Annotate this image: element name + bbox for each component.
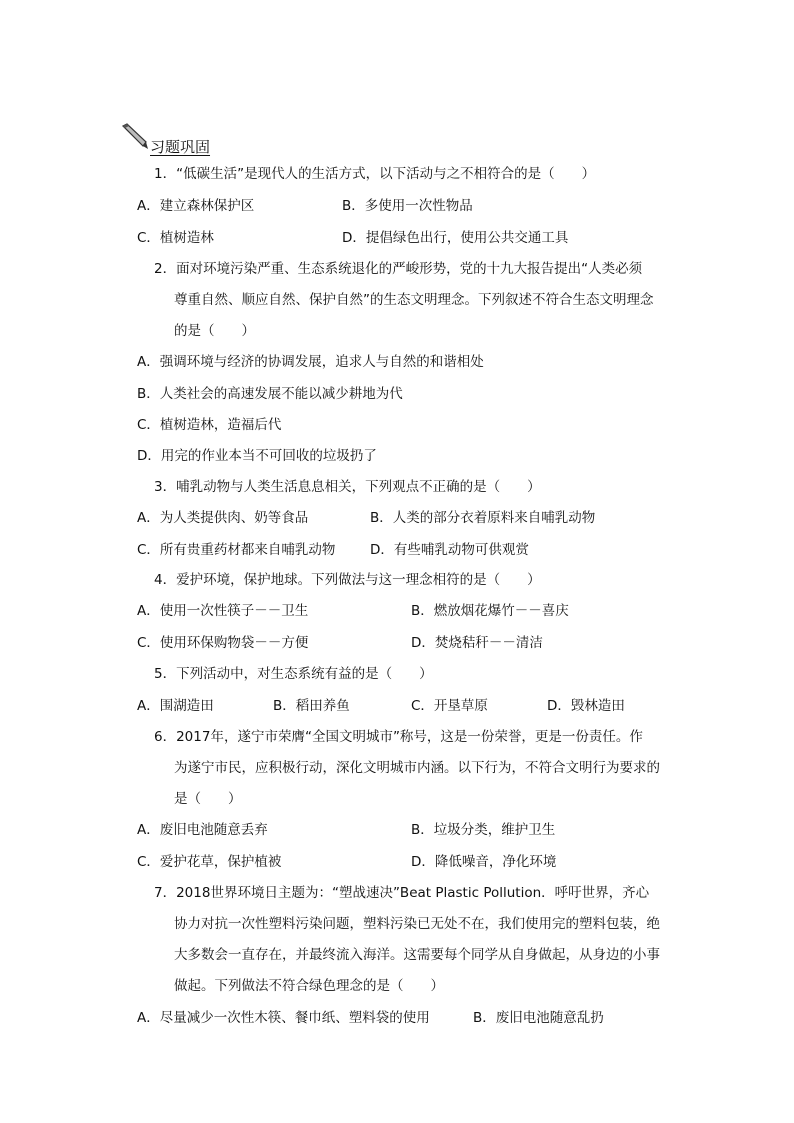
question-4-option-a: A．使用一次性筷子－－卫生 xyxy=(137,603,309,619)
question-1-option-a: A．建立森林保护区 xyxy=(137,198,255,214)
question-2-text-line-3: 的是（ ） xyxy=(174,323,255,339)
question-3-option-c: C．所有贵重药材都来自哺乳动物 xyxy=(137,542,336,558)
question-7-text-line-2: 协力对抗一次性塑料污染问题，塑料污染已无处不在，我们使用完的塑料包装，绝 xyxy=(174,916,660,932)
section-title: 习题巩固 xyxy=(150,138,211,156)
question-1-text: 1．“低碳生活”是现代人的生活方式，以下活动与之不相符合的是（ ） xyxy=(154,166,596,182)
question-2-option-a: A．强调环境与经济的协调发展，追求人与自然的和谐相处 xyxy=(137,354,484,370)
question-6-option-b: B．垃圾分类，维护卫生 xyxy=(411,822,556,838)
question-1-option-d: D．提倡绿色出行，使用公共交通工具 xyxy=(342,230,569,246)
question-3-option-a: A．为人类提供肉、奶等食品 xyxy=(137,510,309,526)
question-6-text-line-2: 为遂宁市民，应积极行动，深化文明城市内涵。以下行为，不符合文明行为要求的 xyxy=(174,760,660,776)
question-6-option-a: A．废旧电池随意丢弃 xyxy=(137,822,268,838)
question-4-text: 4．爱护环境，保护地球。下列做法与这一理念相符的是（ ） xyxy=(154,572,541,588)
question-5-option-c: C．开垦草原 xyxy=(411,698,488,714)
question-6-option-c: C．爱护花草，保护植被 xyxy=(137,854,282,870)
question-3-option-b: B．人类的部分衣着原料来自哺乳动物 xyxy=(370,510,596,526)
question-7-text-line-3: 大多数会一直存在，并最终流入海洋。这需要每个同学从自身做起，从身边的小事 xyxy=(174,947,660,963)
question-5-option-d: D．毁林造田 xyxy=(547,698,625,714)
question-6-text-line-3: 是（ ） xyxy=(174,791,242,807)
section-header xyxy=(120,122,260,156)
question-6-option-d: D．降低噪音，净化环境 xyxy=(411,854,557,870)
question-3-text: 3．哺乳动物与人类生活息息相关，下列观点不正确的是（ ） xyxy=(154,479,541,495)
question-6-text-line-1: 6．2017年，遂宁市荣膺“全国文明城市”称号，这是一份荣誉，更是一份责任。作 xyxy=(154,729,643,745)
question-4-option-d: D．焚烧秸秆－－清洁 xyxy=(411,635,543,651)
question-2-option-b: B．人类社会的高速发展不能以减少耕地为代 xyxy=(137,386,403,402)
question-1-option-c: C．植树造林 xyxy=(137,230,214,246)
question-2-text-line-2: 尊重自然、顺应自然、保护自然”的生态文明理念。下列叙述不符合生态文明理念 xyxy=(174,292,654,308)
question-5-option-b: B．稻田养鱼 xyxy=(273,698,350,714)
question-1-option-b: B．多使用一次性物品 xyxy=(342,198,473,214)
question-2-option-c: C．植树造林，造福后代 xyxy=(137,417,282,433)
pencil-icon xyxy=(120,122,150,152)
question-7-option-b: B．废旧电池随意乱扔 xyxy=(473,1010,604,1026)
question-5-option-a: A．围湖造田 xyxy=(137,698,214,714)
question-2-text-line-1: 2．面对环境污染严重、生态系统退化的严峻形势，党的十九大报告提出“人类必须 xyxy=(154,261,643,277)
question-7-option-a: A．尽量减少一次性木筷、餐巾纸、塑料袋的使用 xyxy=(137,1010,430,1026)
question-7-text-line-1: 7．2018世界环境日主题为：“塑战速决”Beat Plastic Pollution．呼吁世界，齐心 xyxy=(154,885,650,901)
question-5-text: 5．下列活动中，对生态系统有益的是（ ） xyxy=(154,666,433,682)
question-4-option-b: B．燃放烟花爆竹－－喜庆 xyxy=(411,603,569,619)
question-7-text-line-4: 做起。下列做法不符合绿色理念的是（ ） xyxy=(174,978,444,994)
question-3-option-d: D．有些哺乳动物可供观赏 xyxy=(370,542,529,558)
question-2-option-d: D．用完的作业本当不可回收的垃圾扔了 xyxy=(137,448,377,464)
question-4-option-c: C．使用环保购物袋－－方便 xyxy=(137,635,309,651)
